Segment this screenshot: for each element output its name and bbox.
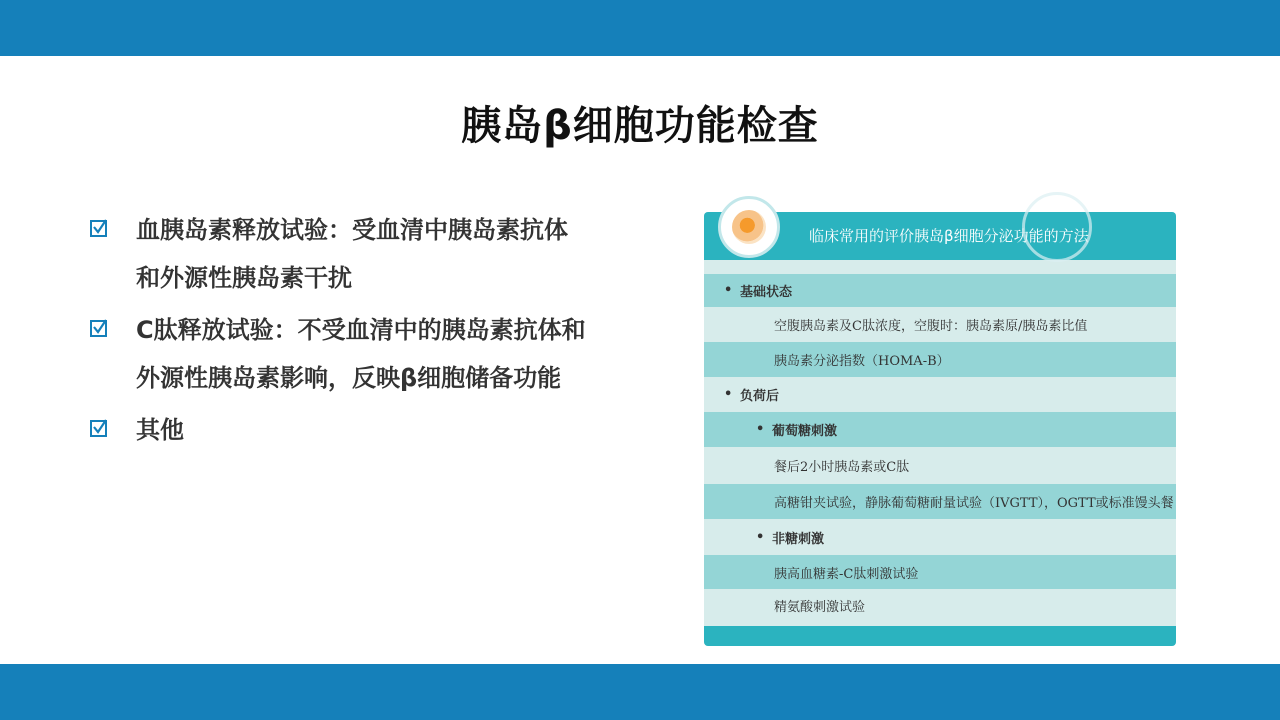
table-row [704,307,1176,342]
table-row [704,589,1176,622]
bullet-dot: • [724,387,733,402]
checkbox-icon [90,420,107,437]
bullet-list [90,206,650,458]
bottom-band [0,664,1280,720]
checkbox-icon [90,320,107,337]
row-text: 负荷后 [740,389,780,404]
bullet-item [90,206,650,302]
row-text: 基础状态 [740,285,793,300]
bullet-text-line: 血胰岛素释放试验：受血清中胰岛素抗体 [136,216,568,244]
bullet-dot: • [756,529,765,545]
bullet-text-line: 外源性胰岛素影响，反映β细胞储备功能 [136,364,562,392]
table-row [704,412,1176,447]
card-footer-bar [704,626,1176,646]
bullet-item [90,406,650,454]
bullet-dot: • [724,283,733,298]
table-row [704,342,1176,377]
top-band [0,0,1280,56]
row-text: 胰岛素分泌指数（HOMA-B） [774,354,950,369]
bullet-dot: • [756,422,765,437]
table-row [704,274,1176,307]
decorative-ring [1022,192,1092,262]
row-text: 空腹胰岛素及C肽浓度，空腹时：胰岛素原/胰岛素比值 [774,319,1088,334]
table-row [704,484,1176,519]
bullet-text-line: C肽释放试验：不受血清中的胰岛素抗体和 [136,316,586,344]
table-row [704,377,1176,412]
table-row [704,555,1176,589]
cell-icon [718,196,780,258]
bullet-text-line: 其他 [136,416,184,444]
row-text: 葡萄糖刺激 [772,424,838,439]
checkbox-icon [90,220,107,237]
row-text: 高糖钳夹试验，静脉葡萄糖耐量试验（IVGTT），OGTT或标准馒头餐 [774,496,1174,511]
methods-card [704,212,1176,646]
bullet-item [90,306,650,402]
table-row [704,447,1176,484]
bullet-text-line: 和外源性胰岛素干扰 [136,264,352,292]
row-text: 餐后2小时胰岛素或C肽 [774,460,910,475]
card-header-text: 临床常用的评价胰岛β细胞分泌功能的方法 [809,227,1089,245]
row-text: 精氨酸刺激试验 [774,600,866,615]
row-text: 胰高血糖素-C肽刺激试验 [774,566,919,582]
table-row [704,519,1176,555]
slide-title: 胰岛β细胞功能检查 [461,103,819,149]
row-text: 非糖刺激 [772,531,825,547]
